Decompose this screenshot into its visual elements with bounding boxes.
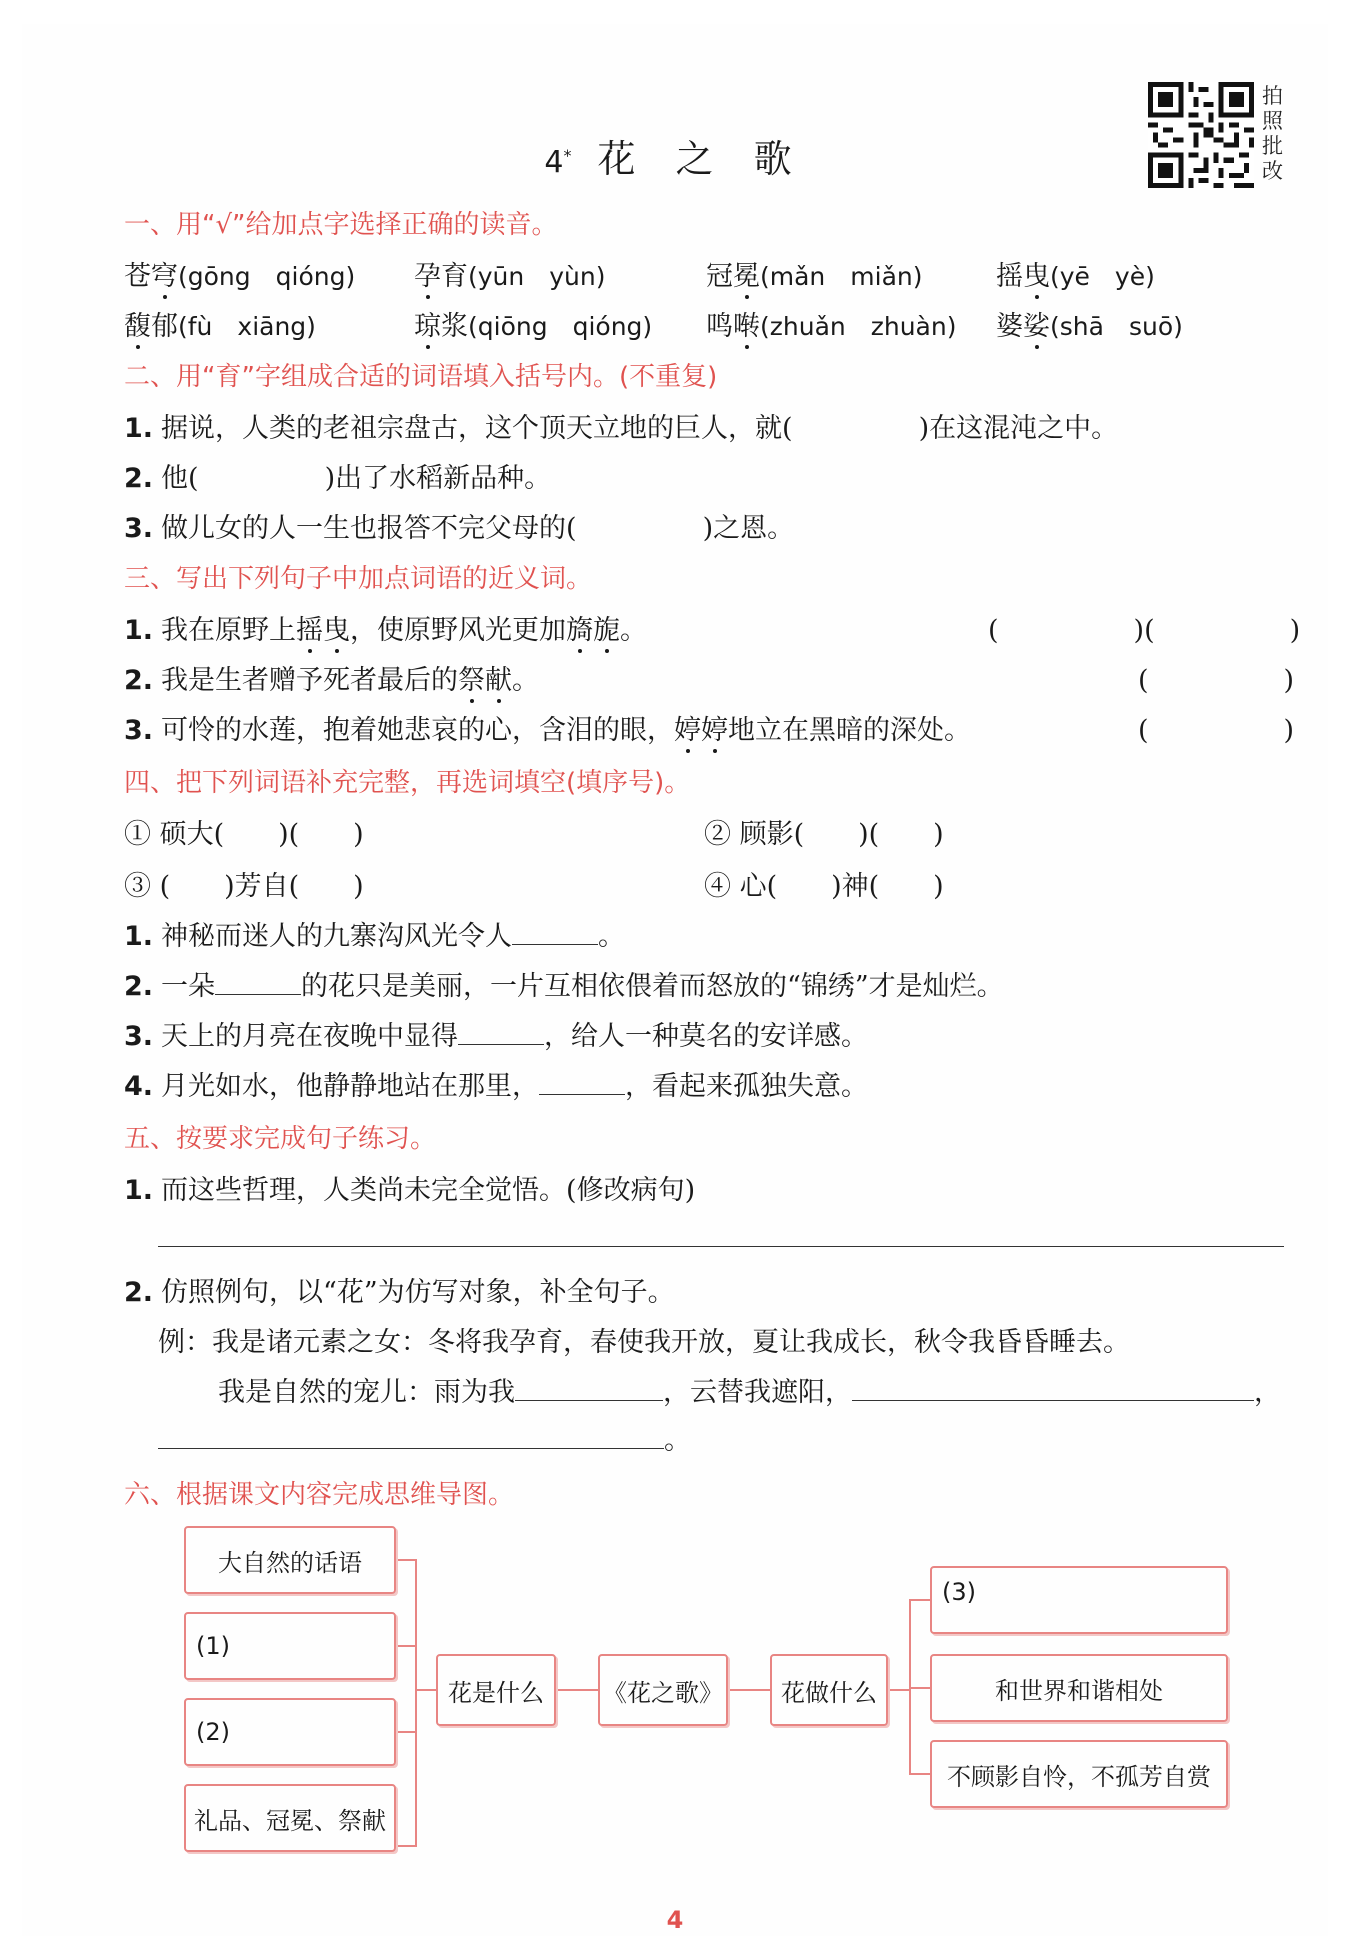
s4-question-1: 1. 神秘而迷人的九寨沟风光令人 。 (124, 914, 625, 953)
pinyin-item-8[interactable]: 婆娑(shā suō) (996, 304, 1183, 343)
idiom-2[interactable]: ② 顾影( )( ) (704, 819, 944, 850)
page-number: 4 (666, 1906, 684, 1934)
s5-fill-line: 我是自然的宠儿：雨为我 ，云替我遮阳， ， (218, 1370, 1281, 1409)
pinyin-item-3[interactable]: 冠冕(mǎn miǎn) (706, 254, 923, 293)
s4-question-3: 3. 天上的月亮在夜晚中显得 ，给人一种莫名的安详感。 (124, 1014, 868, 1053)
s4-question-2: 2. 一朵 的花只是美丽，一片互相依偎着而怒放的“锦绣”才是灿烂。 (124, 964, 1004, 1003)
mindmap-center: 《花之歌》 (598, 1654, 728, 1726)
mindmap-what-does: 花做什么 (770, 1654, 888, 1726)
s3-q2-answer[interactable]: ( ) (1138, 665, 1295, 696)
pinyin-item-7[interactable]: 鸣啭(zhuǎn zhuàn) (706, 304, 956, 343)
mindmap-left-box-4: 礼品、冠冕、祭献 (184, 1784, 396, 1852)
mindmap-right-box-2: 和世界和谐相处 (930, 1654, 1228, 1722)
qr-label: 拍照批改 (1262, 84, 1283, 183)
section-6-heading: 六、根据课文内容完成思维导图。 (124, 1480, 515, 1510)
s3-question-2: 2. 我是生者赠予死者最后的祭献。 (124, 658, 539, 697)
idiom-1[interactable]: ① 硕大( )( ) (124, 819, 364, 850)
s3-q3-answer[interactable]: ( ) (1138, 715, 1295, 746)
pinyin-item-5[interactable]: 馥郁(fù xiāng) (124, 304, 316, 343)
section-4-heading: 四、把下列词语补充完整，再选词填空(填序号)。 (124, 768, 691, 798)
s4-question-4: 4. 月光如水，他静静地站在那里， ，看起来孤独失意。 (124, 1064, 868, 1103)
section-2-heading: 二、用“育”字组成合适的词语填入括号内。(不重复) (124, 362, 718, 392)
s5-fill-line-2: 。 (158, 1418, 691, 1457)
s2-question-3: 3. 做儿女的人一生也报答不完父母的( )之恩。 (124, 513, 795, 544)
s5-question-1: 1. 而这些哲理，人类尚未完全觉悟。(修改病句) (124, 1175, 696, 1206)
pinyin-item-1[interactable]: 苍穹(gōng qióng) (124, 254, 355, 293)
idiom-4[interactable]: ④ 心( )神( ) (704, 871, 944, 902)
mindmap-left-box-1: 大自然的话语 (184, 1526, 396, 1594)
s5-question-2: 2. 仿照例句，以“花”为仿写对象，补全句子。 (124, 1277, 675, 1308)
pinyin-item-6[interactable]: 琼浆(qiōng qióng) (414, 304, 652, 343)
pinyin-item-2[interactable]: 孕育(yūn yùn) (414, 254, 605, 293)
s2-question-2: 2. 他( )出了水稻新品种。 (124, 463, 552, 494)
mindmap-left-box-3[interactable]: (2) (184, 1698, 396, 1766)
idiom-3[interactable]: ③ ( )芳自( ) (124, 871, 364, 902)
s3-q1-answer[interactable]: ( )( ) (988, 615, 1301, 646)
s3-question-1: 1. 我在原野上摇曳，使原野风光更加旖旎。 (124, 608, 647, 647)
s3-question-3: 3. 可怜的水莲，抱着她悲哀的心，含泪的眼，婷婷地立在黑暗的深处。 (124, 708, 971, 747)
s2-question-1: 1. 据说，人类的老祖宗盘古，这个顶天立地的巨人，就( )在这混沌之中。 (124, 413, 1119, 444)
mindmap-what-is: 花是什么 (436, 1654, 556, 1726)
section-1-heading: 一、用“√”给加点字选择正确的读音。 (124, 210, 558, 240)
pinyin-item-4[interactable]: 摇曳(yē yè) (996, 254, 1155, 293)
section-5-heading: 五、按要求完成句子练习。 (124, 1124, 437, 1154)
s5-example: 例：我是诸元素之女：冬将我孕育，春使我开放，夏让我成长，秋令我昏昏睡去。 (158, 1327, 1130, 1358)
lesson-number: 4* (544, 145, 572, 180)
mindmap-left-box-2[interactable]: (1) (184, 1612, 396, 1680)
lesson-title: 花 之 歌 (597, 137, 806, 181)
mindmap-right-box-1[interactable]: (3) (930, 1566, 1228, 1634)
mindmap-right-box-3: 不顾影自怜，不孤芳自赏 (930, 1740, 1228, 1808)
section-3-heading: 三、写出下列句子中加点词语的近义词。 (124, 564, 593, 594)
